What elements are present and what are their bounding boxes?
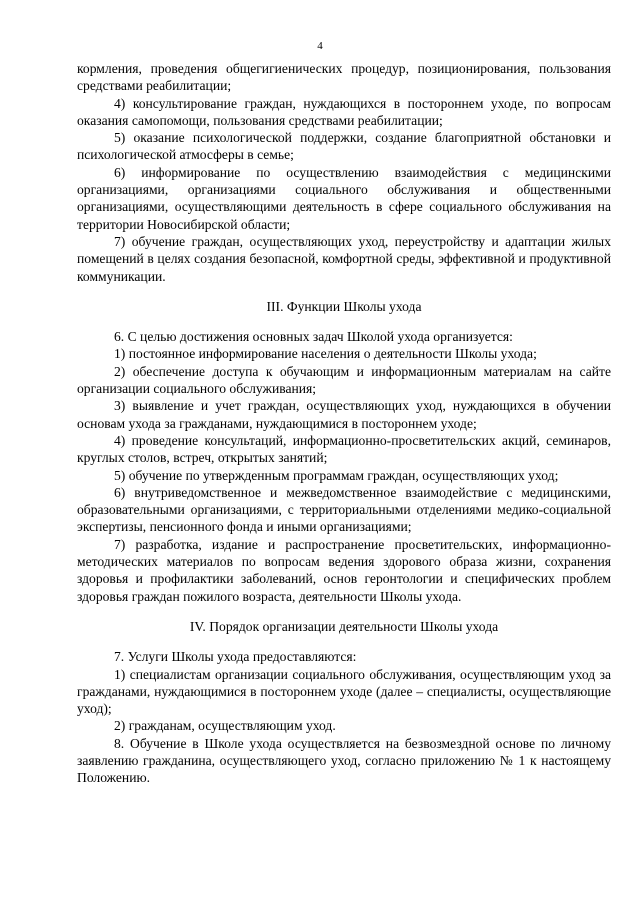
function-item-4: 4) проведение консультаций, информационно-просветительских акций, семинаров, круглых столов, встреч, открытых занятий; bbox=[77, 432, 611, 466]
document-body bbox=[77, 60, 611, 787]
section-functions bbox=[77, 328, 611, 605]
list-item-4: 4) консультирование граждан, нуждающихся в постороннем уходе, по вопросам оказания самопомощи, пользования средствами реабилитации; bbox=[77, 95, 611, 128]
list-item-6: 6) информирование по осуществлению взаимодействия с медицинскими организациями, организациями социального обслуживания и общественными организациями, осуществляющими деятельность в сфере социального обслуживания на территории Новосибирской области; bbox=[77, 164, 611, 232]
section-heading-functions: III. Функции Школы ухода bbox=[266, 298, 422, 314]
function-item-1: 1) постоянное информирование населения о деятельности Школы ухода; bbox=[114, 346, 537, 362]
page-number: 4 bbox=[317, 40, 323, 52]
clause-7: 7. Услуги Школы ухода предоставляются: bbox=[114, 649, 357, 665]
function-item-3: 3) выявление и учет граждан, осуществляющих уход, нуждающихся в обучении основам ухода за гражданами, нуждающимися в постороннем уходе; bbox=[77, 398, 611, 431]
function-item-2: 2) обеспечение доступа к обучающим и информационным материалам на сайте организации социального обслуживания; bbox=[77, 363, 611, 397]
list-item-5: 5) оказание психологической поддержки, создание благоприятной обстановки и психологической атмосферы в семье; bbox=[77, 130, 611, 163]
service-item-2: 2) гражданам, осуществляющим уход. bbox=[114, 718, 336, 734]
function-item-5: 5) обучение по утвержденным программам граждан, осуществляющих уход; bbox=[114, 467, 559, 483]
clause-6: 6. С целью достижения основных задач Школой ухода организуется: bbox=[114, 329, 513, 345]
section-heading-procedure: IV. Порядок организации деятельности Школы ухода bbox=[189, 618, 499, 634]
paragraph-continuation: кормления, проведения общегигиенических процедур, позиционирования, пользования средствами реабилитации; bbox=[77, 61, 611, 94]
service-item-1: 1) специалистам организации социального обслуживания, осуществляющим уход за гражданами, нуждающимися в постороннем уходе (далее – специалисты, осуществляющие уход); bbox=[77, 666, 611, 717]
intro-block bbox=[77, 60, 611, 285]
function-item-6: 6) внутриведомственное и межведомственное взаимодействие с медицинскими, образовательными организациями, с территориальными отделениями медико-социальной экспертизы, пенсионного фонда и иными организациями; bbox=[77, 484, 611, 535]
section-procedure bbox=[77, 648, 611, 786]
function-item-7: 7) разработка, издание и распространение просветительских, информационно-методических материалов по вопросам ведения здорового образа жизни, сохранения здоровья и профилактики заболеваний, основ геронтологии и специфических проблем здоровья граждан пожилого возраста, деятельности Школы ухода. bbox=[77, 536, 611, 604]
clause-8: 8. Обучение в Школе ухода осуществляется на безвозмездной основе по личному заявлению гражданина, осуществляющего уход, согласно приложению № 1 к настоящему Положению. bbox=[77, 735, 611, 786]
list-item-7: 7) обучение граждан, осуществляющих уход, переустройству и адаптации жилых помещений в целях создания безопасной, комфортной среды, эффективной и продуктивной коммуникации. bbox=[77, 233, 611, 284]
